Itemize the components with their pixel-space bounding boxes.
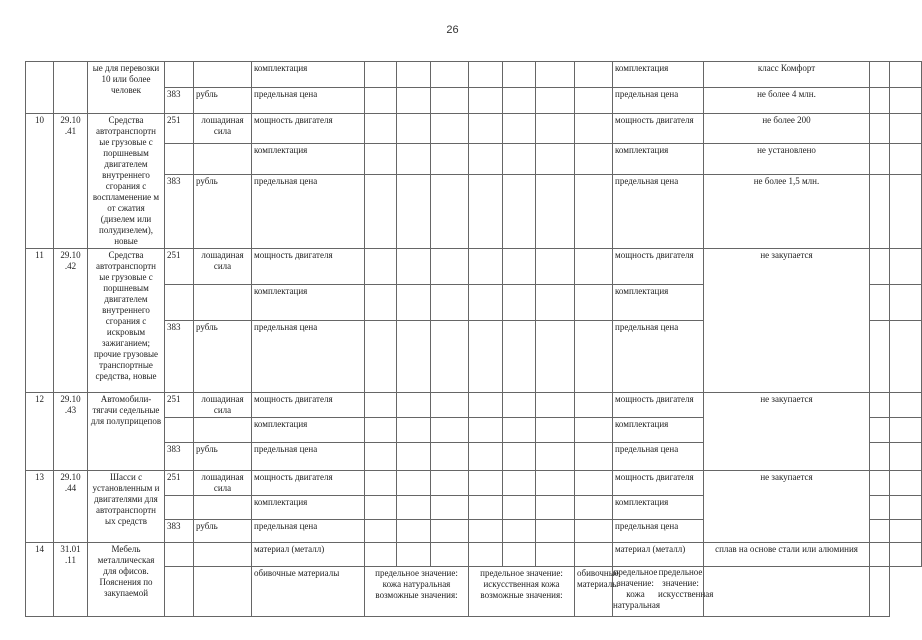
row-number <box>26 62 54 114</box>
characteristic: предельная цена <box>252 520 365 543</box>
characteristic-value: класс Комфорт <box>704 62 870 88</box>
okei-code: 251 <box>165 393 194 418</box>
table-row <box>26 471 922 496</box>
product-name: Средства автотранспортн ые грузовые с поршневым двигателем внутреннего сгорания с искровым зажиганием; прочие грузовые транспортные средства, новые <box>88 249 165 393</box>
characteristic-value-split <box>613 567 714 617</box>
okei-code <box>165 285 194 321</box>
characteristic: мощность двигателя <box>252 114 365 144</box>
characteristic: мощность двигателя <box>252 471 365 496</box>
unit-name: рубль <box>194 321 252 393</box>
unit-name: лошадиная сила <box>194 114 252 144</box>
okei-code: 383 <box>165 321 194 393</box>
okei-code: 383 <box>165 88 194 114</box>
limit-value-artificial-leather: предельное значение: искусственная кожа возможные значения: <box>469 567 575 617</box>
characteristic-value: не закупается <box>704 249 870 393</box>
characteristic: обивочные материалы <box>252 567 365 617</box>
unit-name: рубль <box>194 88 252 114</box>
unit-name <box>194 144 252 174</box>
unit-name <box>194 418 252 443</box>
procurement-table-wrapper <box>25 61 881 640</box>
characteristic-approved: предельная цена <box>613 520 704 543</box>
row-number: 11 <box>26 249 54 393</box>
page-number: 26 <box>446 24 459 36</box>
characteristic-approved: комплектация <box>613 144 704 174</box>
characteristic-approved: мощность двигателя <box>613 393 704 418</box>
row-number: 12 <box>26 393 54 471</box>
characteristic: мощность двигателя <box>252 393 365 418</box>
table-row <box>26 114 922 144</box>
okei-code: 383 <box>165 520 194 543</box>
characteristic-approved: предельная цена <box>613 443 704 471</box>
characteristic: предельная цена <box>252 174 365 248</box>
okpd-code <box>54 62 88 114</box>
okei-code <box>165 418 194 443</box>
product-name: Мебель металлическая для офисов. Пояснения по закупаемой <box>88 543 165 617</box>
characteristic-value: не закупается <box>704 393 870 471</box>
characteristic-approved: мощность двигателя <box>613 114 704 144</box>
characteristic-value: не более 1,5 млн. <box>704 174 870 248</box>
characteristic-approved: материал (металл) <box>613 543 704 567</box>
okei-code: 251 <box>165 114 194 144</box>
unit-name: лошадиная сила <box>194 471 252 496</box>
product-name: Шасси с установленным и двигателями для автотранспортн ых средств <box>88 471 165 543</box>
characteristic-value: не более 200 <box>704 114 870 144</box>
characteristic-approved: предельная цена <box>613 88 704 114</box>
okei-code: 251 <box>165 471 194 496</box>
characteristic-approved: комплектация <box>613 62 704 88</box>
product-name: Средства автотранспортн ые грузовые с поршневым двигателем внутреннего сгорания с воспламенение м от сжатия (дизелем или полудизелем), новые <box>88 114 165 249</box>
characteristic: предельная цена <box>252 321 365 393</box>
characteristic: предельная цена <box>252 88 365 114</box>
characteristic-approved: комплектация <box>613 418 704 443</box>
characteristic: комплектация <box>252 418 365 443</box>
characteristic: комплектация <box>252 144 365 174</box>
okei-code <box>165 144 194 174</box>
product-name: ые для перевозки 10 или более человек <box>88 62 165 114</box>
unit-name: лошадиная сила <box>194 249 252 285</box>
approved-limit-artificial: предельное значение: искусственная <box>658 567 714 599</box>
characteristic-value: не установлено <box>704 144 870 174</box>
approved-limit-natural: предельное значение: кожа натуральная <box>613 567 661 610</box>
procurement-table <box>25 61 922 617</box>
characteristic-approved: мощность двигателя <box>613 471 704 496</box>
characteristic-value: сплав на основе стали или алюминия <box>704 543 870 567</box>
characteristic: материал (металл) <box>252 543 365 567</box>
okpd-code: 31.01 .11 <box>54 543 88 617</box>
okei-code <box>165 62 194 88</box>
unit-name: рубль <box>194 443 252 471</box>
characteristic-value: не более 4 млн. <box>704 88 870 114</box>
okpd-code: 29.10 .42 <box>54 249 88 393</box>
table-row <box>26 393 922 418</box>
characteristic: комплектация <box>252 285 365 321</box>
row-number: 10 <box>26 114 54 249</box>
characteristic-approved: предельная цена <box>613 321 704 393</box>
characteristic-approved: обивочные материалы <box>575 567 613 617</box>
characteristic: мощность двигателя <box>252 249 365 285</box>
characteristic-approved: комплектация <box>613 285 704 321</box>
okei-code: 383 <box>165 174 194 248</box>
unit-name <box>194 285 252 321</box>
row-number: 14 <box>26 543 54 617</box>
table-row <box>26 543 922 567</box>
row-number: 13 <box>26 471 54 543</box>
okpd-code: 29.10 .41 <box>54 114 88 249</box>
okei-code: 251 <box>165 249 194 285</box>
unit-name <box>194 496 252 520</box>
table-row <box>26 249 922 285</box>
product-name: Автомобили- тягачи седельные для полуприцепов <box>88 393 165 471</box>
unit-name: рубль <box>194 174 252 248</box>
characteristic-value: не закупается <box>704 471 870 543</box>
unit-name: рубль <box>194 520 252 543</box>
table-row <box>26 62 922 88</box>
characteristic: комплектация <box>252 62 365 88</box>
characteristic-approved: комплектация <box>613 496 704 520</box>
limit-value-natural-leather: предельное значение: кожа натуральная возможные значения: <box>365 567 469 617</box>
characteristic-approved: предельная цена <box>613 174 704 248</box>
characteristic-approved: мощность двигателя <box>613 249 704 285</box>
okpd-code: 29.10 .43 <box>54 393 88 471</box>
okei-code <box>165 496 194 520</box>
characteristic: комплектация <box>252 496 365 520</box>
unit-name: лошадиная сила <box>194 393 252 418</box>
unit-name <box>194 62 252 88</box>
characteristic: предельная цена <box>252 443 365 471</box>
okpd-code: 29.10 .44 <box>54 471 88 543</box>
okei-code: 383 <box>165 443 194 471</box>
